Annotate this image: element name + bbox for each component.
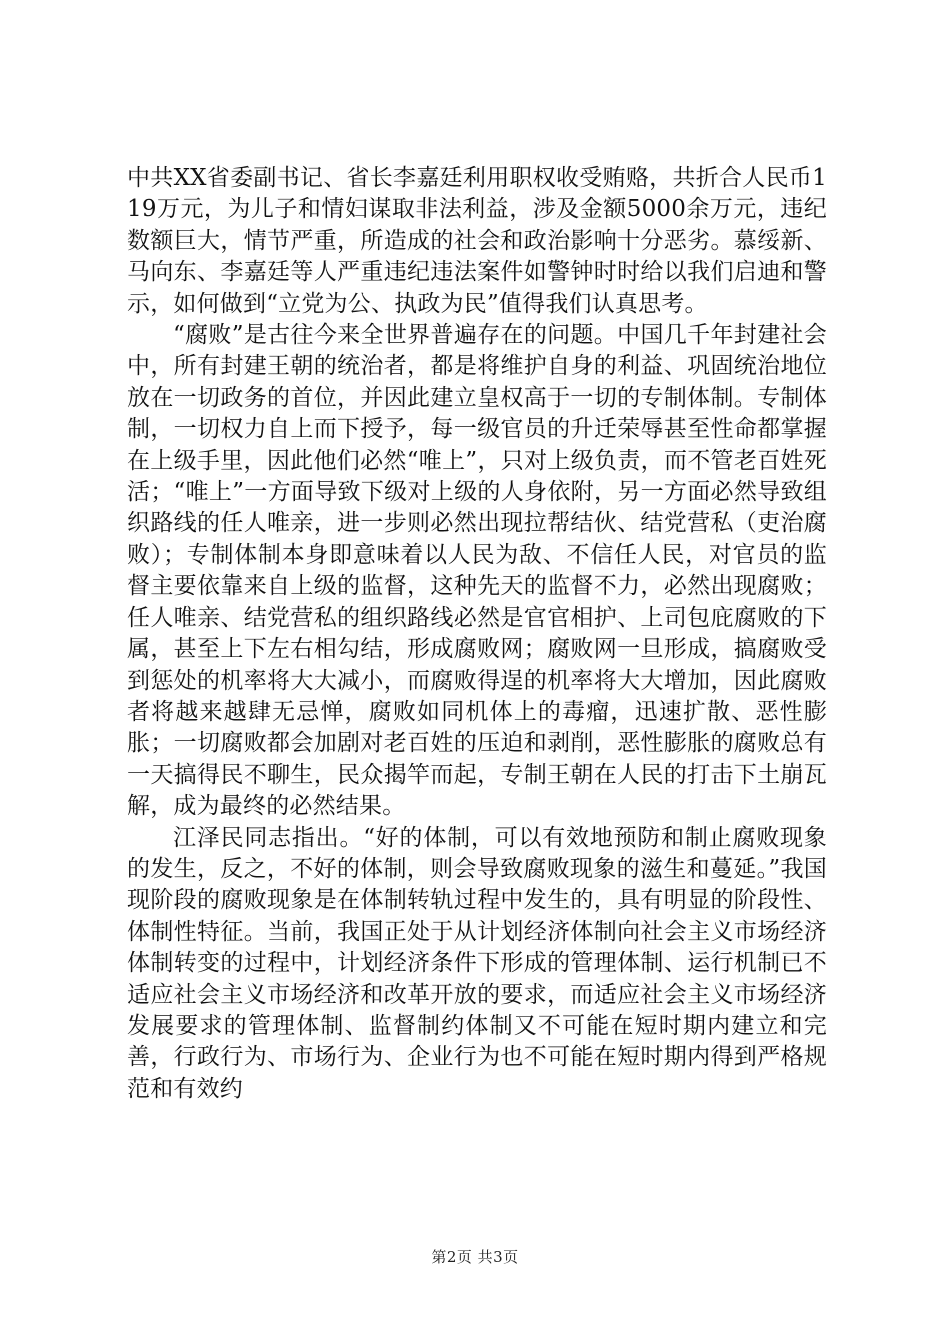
paragraph-2: “腐败”是古往今来全世界普遍存在的问题。中国几千年封建社会中，所有封建王朝的统治者，都是将维护自身的利益、巩固统治地位放在一切政务的首位，并因此建立皇权高于一切的专制体制。专制体制，一切权力自上而下授予，每一级官员的升迁荣辱甚至性命都掌握在上级手里，因此他们必然“唯上”，只对上级负责，而不管老百姓死活；“唯上”一方面导致下级对上级的人身依附，另一方面必然导致组织路线的任人唯亲，进一步则必然出现拉帮结伙、结党营私（吏治腐败）；专制体制本身即意味着以人民为敌、不信任人民，对官员的监督主要依靠来自上级的监督，这种先天的监督不力，必然出现腐败；任人唯亲、结党营私的组织路线必然是官官相护、上司包庇腐败的下属，甚至上下左右相勾结，形成腐败网；腐败网一旦形成，搞腐败受到惩处的机率将大大减小，而腐败得逞的机率将大大增加，因此腐败者将越来越肆无忌惮，腐败如同机体上的毒瘤，迅速扩散、恶性膨胀；一切腐败都会加剧对老百姓的压迫和剥削，恶性膨胀的腐败总有一天搞得民不聊生，民众揭竿而起，专制王朝在人民的打击下土崩瓦解，成为最终的必然结果。 [127,322,827,820]
page-footer: 第2页 共3页 [431,1248,519,1266]
paragraph-1: 中共XX省委副书记、省长李嘉廷利用职权收受贿赂，共折合人民币119万元，为儿子和情妇谋取非法利益，涉及金额5000余万元，违纪数额巨大，情节严重，所造成的社会和政治影响十分恶劣。慕绥新、马向东、李嘉廷等人严重违纪违法案件如警钟时时给以我们启迪和警示，如何做到“立党为公、执政为民”值得我们认真思考。 [127,165,827,317]
paragraph-3: 江泽民同志指出。“好的体制，可以有效地预防和制止腐败现象的发生，反之，不好的体制，则会导致腐败现象的滋生和蔓延。”我国现阶段的腐败现象是在体制转轨过程中发生的，具有明显的阶段性、体制性特征。当前，我国正处于从计划经济体制向社会主义市场经济体制转变的过程中，计划经济条件下形成的管理体制、运行机制已不适应社会主义市场经济和改革开放的要求，而适应社会主义市场经济发展要求的管理体制、监督制约体制又不可能在短时期内建立和完善，行政行为、市场行为、企业行为也不可能在短时期内得到严格规范和有效约 [127,824,827,1102]
body-text [127,163,827,1105]
